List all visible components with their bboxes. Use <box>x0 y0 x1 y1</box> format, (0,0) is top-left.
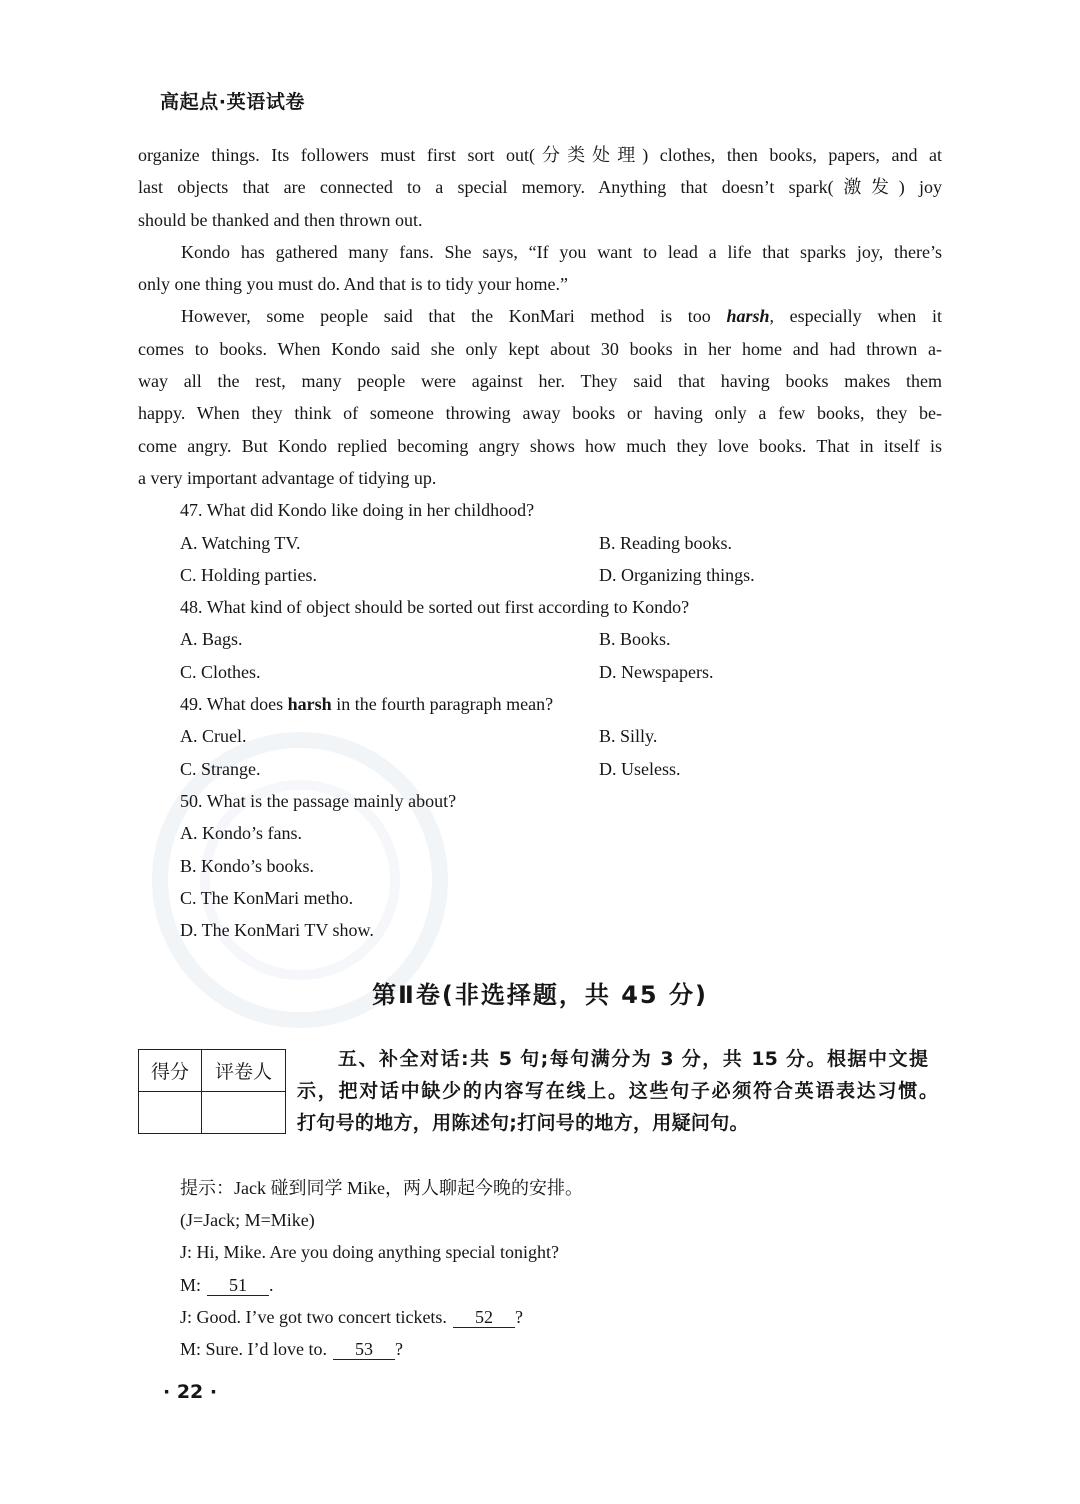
instruction-line: 五、补全对话:共 5 句;每句满分为 3 分，共 15 分。根据中文提 <box>338 1048 928 1070</box>
question-50 <box>138 785 942 817</box>
passage-text: , especially when it <box>769 306 942 327</box>
option-c: C. Holding parties. <box>180 564 317 585</box>
option-a: A. Kondo’s fans. <box>180 823 302 844</box>
option-a: A. Bags. <box>180 629 243 650</box>
question-48 <box>138 591 942 623</box>
passage-line: come angry. But Kondo replied becoming angry shows how much they love books. That in itself is <box>138 435 942 456</box>
option-a: A. Cruel. <box>180 726 247 747</box>
option-d: D. The KonMari TV show. <box>180 920 374 941</box>
score-table-header-row <box>139 1050 286 1092</box>
question-number: 48. <box>180 597 203 618</box>
grader-header: 评卷人 <box>202 1050 286 1092</box>
dialogue-hint: 提示：Jack 碰到同学 Mike，两人聊起今晚的安排。 <box>180 1178 583 1198</box>
keyword-harsh: harsh <box>287 694 332 715</box>
options-row <box>138 559 942 591</box>
options-row <box>138 623 942 655</box>
answer-blank-53: 53 <box>333 1339 395 1360</box>
answer-blank-51: 51 <box>207 1275 269 1296</box>
option-a: A. Watching TV. <box>180 532 301 553</box>
score-table-entry-row <box>139 1092 286 1134</box>
keyword-harsh: harsh <box>726 306 770 327</box>
option-b: B. Reading books. <box>599 532 732 553</box>
question-47 <box>138 494 942 526</box>
question-number: 47. <box>180 500 203 521</box>
passage-line: only one thing you must do. And that is to tidy your home.” <box>138 274 568 295</box>
dialogue-punctuation: ? <box>514 1306 523 1327</box>
passage-text: However, some people said that the KonMari method is too <box>181 306 727 327</box>
section-title: 第Ⅱ卷(非选择题，共 45 分) <box>372 981 708 1009</box>
dialogue-text: M: <box>180 1274 202 1295</box>
dialogue-punctuation: ? <box>394 1338 403 1359</box>
instruction-line: 打句号的地方，用陈述句;打问号的地方，用疑问句。 <box>297 1112 749 1134</box>
instruction-line: 示，把对话中缺少的内容写在线上。这些句子必须符合英语表达习惯。 <box>297 1080 938 1102</box>
question-49 <box>138 688 942 720</box>
question-stem: in the fourth paragraph mean? <box>331 694 554 715</box>
option-c: C. The KonMari metho. <box>180 887 354 908</box>
passage-line: organize things. Its followers must first sort out(分类处理) clothes, then books, papers, and at <box>138 145 942 165</box>
passage-line: should be thanked and then thrown out. <box>138 209 423 230</box>
option-d: D. Organizing things. <box>599 564 755 585</box>
option-b: B. Silly. <box>599 726 658 747</box>
option-c: C. Strange. <box>180 758 261 779</box>
dialogue-roles: (J=Jack; M=Mike) <box>180 1210 315 1231</box>
question-number: 50. <box>180 790 203 811</box>
options-row <box>138 753 942 785</box>
question-stem: What does <box>206 694 288 715</box>
reading-passage <box>138 139 942 946</box>
passage-line: comes to books. When Kondo said she only kept about 30 books in her home and had thrown a- <box>138 338 942 359</box>
options-row <box>138 656 942 688</box>
passage-line <box>138 300 942 332</box>
option-b: B. Books. <box>599 629 671 650</box>
passage-line: a very important advantage of tidying up. <box>138 467 437 488</box>
running-header: 高起点·英语试卷 <box>160 91 306 113</box>
question-stem: What is the passage mainly about? <box>206 790 457 811</box>
option-d: D. Useless. <box>599 758 681 779</box>
dialogue-punctuation: . <box>269 1274 274 1295</box>
dialogue-text: M: Sure. I’d love to. <box>180 1338 327 1359</box>
grader-cell <box>202 1092 286 1134</box>
dialogue-line <box>180 1269 940 1301</box>
dialogue-text: J: Good. I’ve got two concert tickets. <box>180 1306 447 1327</box>
dialogue-line: J: Hi, Mike. Are you doing anything special tonight? <box>180 1242 559 1263</box>
answer-blank-52: 52 <box>453 1307 515 1328</box>
passage-line: way all the rest, many people were against her. They said that having books makes them <box>138 371 942 392</box>
question-stem: What kind of object should be sorted out first according to Kondo? <box>206 597 690 618</box>
score-cell <box>139 1092 202 1134</box>
page-number: · 22 · <box>163 1381 218 1403</box>
option-d: D. Newspapers. <box>599 661 714 682</box>
score-table <box>138 1049 286 1134</box>
option-b: B. Kondo’s books. <box>180 855 315 876</box>
passage-line: Kondo has gathered many fans. She says, “If you want to lead a life that sparks joy, there’s <box>181 241 942 262</box>
dialogue <box>180 1172 940 1365</box>
passage-line: last objects that are connected to a special memory. Anything that doesn’t spark(激发) joy <box>138 177 942 198</box>
option-c: C. Clothes. <box>180 661 261 682</box>
question-number: 49. <box>180 694 203 715</box>
dialogue-line <box>180 1301 940 1333</box>
options-row <box>138 720 942 752</box>
passage-line: happy. When they think of someone throwing away books or having only a few books, they be- <box>138 403 942 424</box>
options-row <box>138 527 942 559</box>
dialogue-line <box>180 1333 940 1365</box>
question-stem: What did Kondo like doing in her childhood? <box>206 500 535 521</box>
score-header: 得分 <box>139 1050 202 1092</box>
